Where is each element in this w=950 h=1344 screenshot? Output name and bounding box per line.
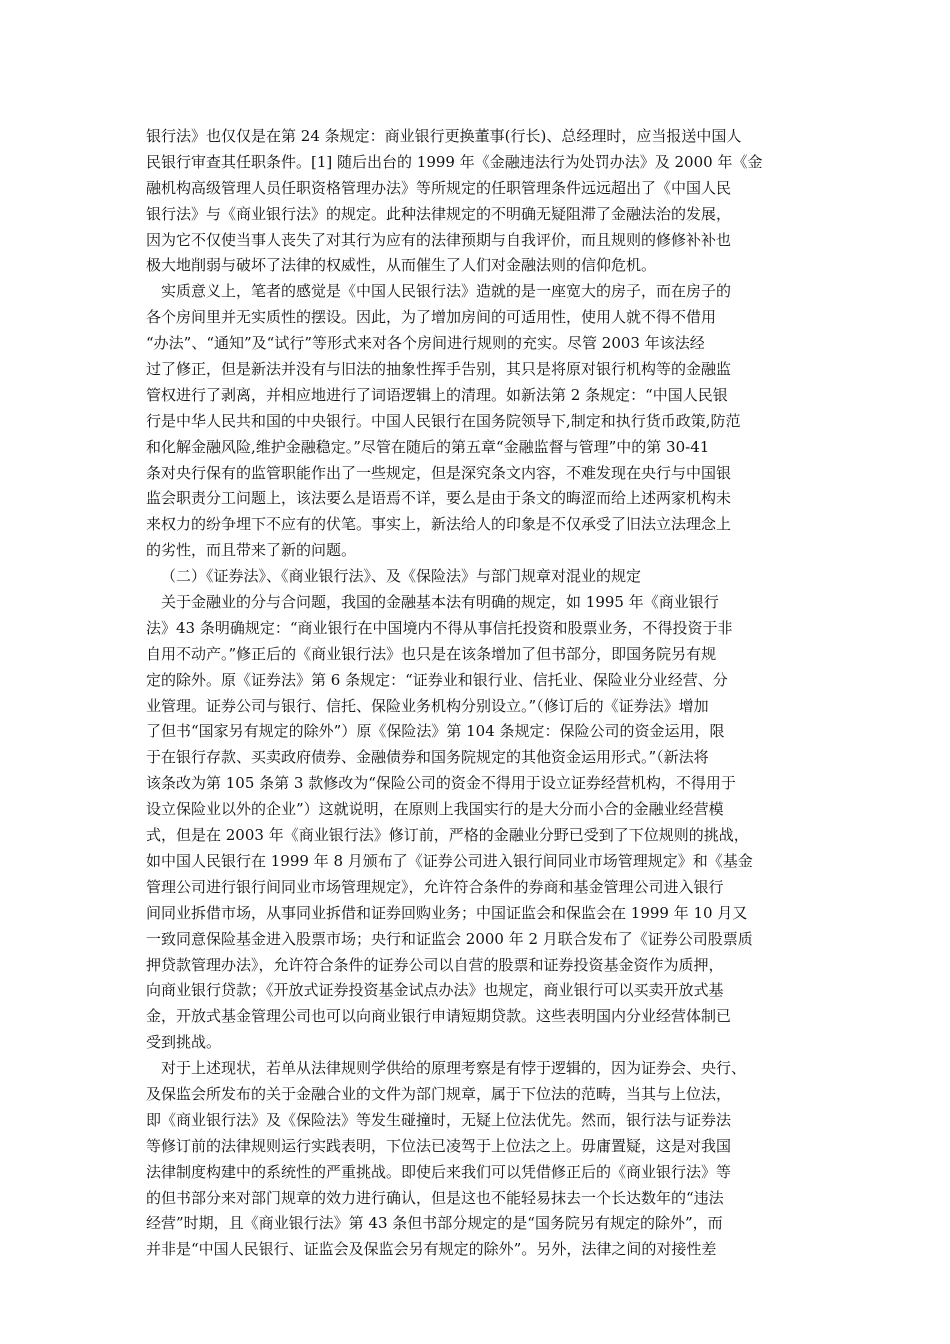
paragraph-first-line: 实质意义上，笔者的感觉是《中国人民银行法》造就的是一座宽大的房子，而在房子的: [161, 282, 732, 301]
text-line: 行是中华人民共和国的中央银行。中国人民银行在国务院领导下,制定和执行货币政策,防范: [146, 411, 741, 430]
text-line: 监会职责分工问题上，该法要么是语焉不详，要么是由于条文的晦涩而给上述两家机构未: [146, 489, 732, 508]
section-heading: （二）《证券法》、《商业银行法》、及《保险法》与部门规章对混业的规定: [161, 567, 642, 586]
document-body: [146, 124, 818, 1263]
text-line: 极大地削弱与破坏了法律的权威性，从而催生了人们对金融法则的信仰危机。: [146, 256, 657, 275]
text-line: 民银行审查其任职条件。[1] 随后出台的 1999 年《金融违法行为处罚办法》及 2000 年《金: [146, 152, 763, 171]
text-line: 及保监会所发布的关于金融合业的文件为部门规章，属于下位法的范畴，当其与上位法，: [146, 1084, 732, 1103]
text-line: 如中国人民银行在 1999 年 8 月颁布了《证券公司进入银行间同业市场管理规定》和《基金: [146, 851, 753, 870]
text-line: 法律制度构建中的系统性的严重挑战。即使后来我们可以凭借修正后的《商业银行法》等: [146, 1162, 732, 1181]
text-line: 押贷款管理办法》，允许符合条件的证券公司以自营的股票和证券投资基金资作为质押，: [146, 955, 724, 974]
text-line: 的劣性，而且带来了新的问题。: [146, 541, 357, 560]
text-line: 了但书“国家另有规定的除外”）原《保险法》第 104 条规定：保险公司的资金运用，限: [146, 722, 725, 741]
text-line: 条对央行保有的监管职能作出了一些规定，但是深究条文内容，不难发现在央行与中国银: [146, 463, 732, 482]
text-line: 各个房间里并无实质性的摆设。因此，为了增加房间的可适用性，使用人就不得不借用: [146, 308, 717, 327]
text-line: 设立保险业以外的企业”）这就说明，在原则上我国实行的是大分而小合的金融业经营模: [146, 800, 724, 819]
text-line: 受到挑战。: [146, 1033, 222, 1052]
text-line: 自用不动产。”修正后的《商业银行法》也只是在该条增加了但书部分，即国务院另有规: [146, 644, 717, 663]
text-line: 来权力的纷争埋下不应有的伏笔。事实上，新法给人的印象是不仅承受了旧法立法理念上: [146, 515, 732, 534]
text-line: 法》43 条明确规定：“商业银行在中国境内不得从事信托投资和股票业务，不得投资于非: [146, 618, 733, 637]
text-line: 银行法》也仅仅是在第 24 条规定：商业银行更换董事(行长)、总经理时，应当报送中国人: [146, 127, 742, 145]
text-line: 定的除外。原《证券法》第 6 条规定：“证券业和银行业、信托业、保险业分业经营、分: [146, 670, 728, 689]
text-line: 即《商业银行法》及《保险法》等发生碰撞时，无疑上位法优先。然而，银行法与证券法: [146, 1110, 732, 1129]
text-line: 间同业拆借市场，从事同业拆借和证券回购业务；中国证监会和保监会在 1999 年 10 月又: [146, 903, 748, 922]
text-line: 并非是“中国人民银行、证监会及保监会另有规定的除外”。另外，法律之间的对接性差: [146, 1240, 717, 1259]
text-line: 金，开放式基金管理公司也可以向商业银行申请短期贷款。这些表明国内分业经营体制已: [146, 1007, 732, 1026]
text-line: 向商业银行贷款；《开放式证券投资基金试点办法》也规定，商业银行可以买卖开放式基: [146, 981, 724, 1000]
text-line: 经营”时期，且《商业银行法》第 43 条但书部分规定的是“国务院另有规定的除外”，而: [146, 1214, 723, 1233]
text-line: 银行法》与《商业银行法》的规定。此种法律规定的不明确无疑阻滞了金融法治的发展，: [146, 204, 732, 223]
paragraph-first-line: 关于金融业的分与合问题，我国的金融基本法有明确的规定，如 1995 年《商业银行: [161, 593, 719, 612]
text-line: 管权进行了剥离，并相应地进行了词语逻辑上的清理。如新法第 2 条规定：“中国人民银: [146, 385, 728, 404]
text-line: “办法”、“通知”及“试行”等形式来对各个房间进行规则的充实。尽管 2003 年该法经: [146, 334, 705, 353]
text-line: 等修订前的法律规则运行实践表明，下位法已凌驾于上位法之上。毋庸置疑，这是对我国: [146, 1136, 732, 1155]
text-line: 过了修正，但是新法并没有与旧法的抽象性挥手告别，其只是将原对银行机构等的金融监: [146, 360, 732, 379]
text-line: 于在银行存款、买卖政府债券、金融债券和国务院规定的其他资金运用形式。”（新法将: [146, 748, 709, 767]
text-line: 管理公司进行银行间同业市场管理规定》，允许符合条件的券商和基金管理公司进入银行: [146, 877, 724, 896]
text-line: 和化解金融风险,维护金融稳定。”尽管在随后的第五章“金融监督与管理”中的第 30-41: [146, 437, 710, 456]
text-line: 融机构高级管理人员任职资格管理办法》等所规定的任职管理条件远远超出了《中国人民: [146, 178, 732, 197]
text-line: 的但书部分来对部门规章的效力进行确认，但是这也不能轻易抹去一个长达数年的“违法: [146, 1188, 724, 1207]
text-line: 一致同意保险基金进入股票市场；央行和证监会 2000 年 2 月联合发布了《证券公司股票质: [146, 929, 753, 948]
text-line: 式，但是在 2003 年《商业银行法》修订前，严格的金融业分野已受到了下位规则的挑战，: [146, 826, 749, 845]
text-line: 业管理。证券公司与银行、信托、保险业务机构分别设立。”（修订后的《证券法》增加: [146, 696, 709, 715]
paragraph-first-line: 对于上述现状，若单从法律规则学供给的原理考察是有悖于逻辑的，因为证券会、央行、: [161, 1059, 747, 1078]
text-line: 因为它不仅使当事人丧失了对其行为应有的法律预期与自我评价，而且规则的修修补补也: [146, 230, 732, 249]
text-line: 该条改为第 105 条第 3 款修改为“保险公司的资金不得用于设立证券经营机构，不得用于: [146, 774, 736, 793]
